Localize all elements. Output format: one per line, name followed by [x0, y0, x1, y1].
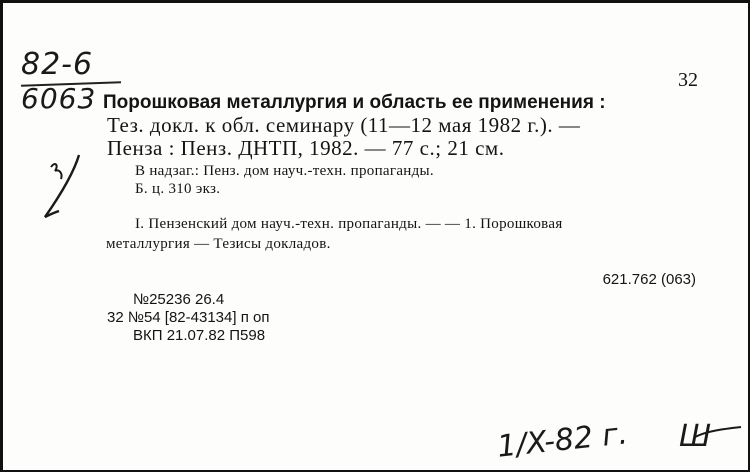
card-registry-line-2: 32 №54 [82-43134] п оп	[107, 309, 270, 326]
card-udc-code: 621.762 (063)	[602, 271, 696, 288]
card-title: Порошковая металлургия и область ее применения :	[103, 92, 606, 113]
card-number: 32	[678, 69, 698, 91]
handwritten-call-number-top: 82-6	[21, 47, 94, 82]
handwritten-date-note: 1/X-82 г.	[495, 416, 630, 465]
card-imprint: Пенза : Пенз. ДНТП, 1982. — 77 с.; 21 см.	[107, 136, 505, 160]
card-registry-line-1: №25236 26.4	[133, 291, 225, 308]
initials-underline-icon	[693, 423, 743, 443]
handwritten-check-mark-icon	[39, 151, 89, 223]
card-tracing-line-1: I. Пензенский дом науч.-техн. пропаганды. — — 1. Порошковая	[135, 216, 563, 232]
card-note-header: В надзаг.: Пенз. дом науч.-техн. пропаганды.	[135, 163, 434, 179]
card-note-price: Б. ц. 310 экз.	[135, 181, 221, 197]
handwritten-initials: Ш	[679, 419, 712, 454]
card-title-continuation: Тез. докл. к обл. семинару (11—12 мая 1982 г.). —	[107, 113, 581, 137]
card-registry-line-3: ВКП 21.07.82 П598	[133, 327, 266, 344]
card-tracing-line-2: металлургия — Тезисы докладов.	[106, 236, 331, 252]
handwritten-call-number-bottom: 6063	[21, 82, 97, 115]
